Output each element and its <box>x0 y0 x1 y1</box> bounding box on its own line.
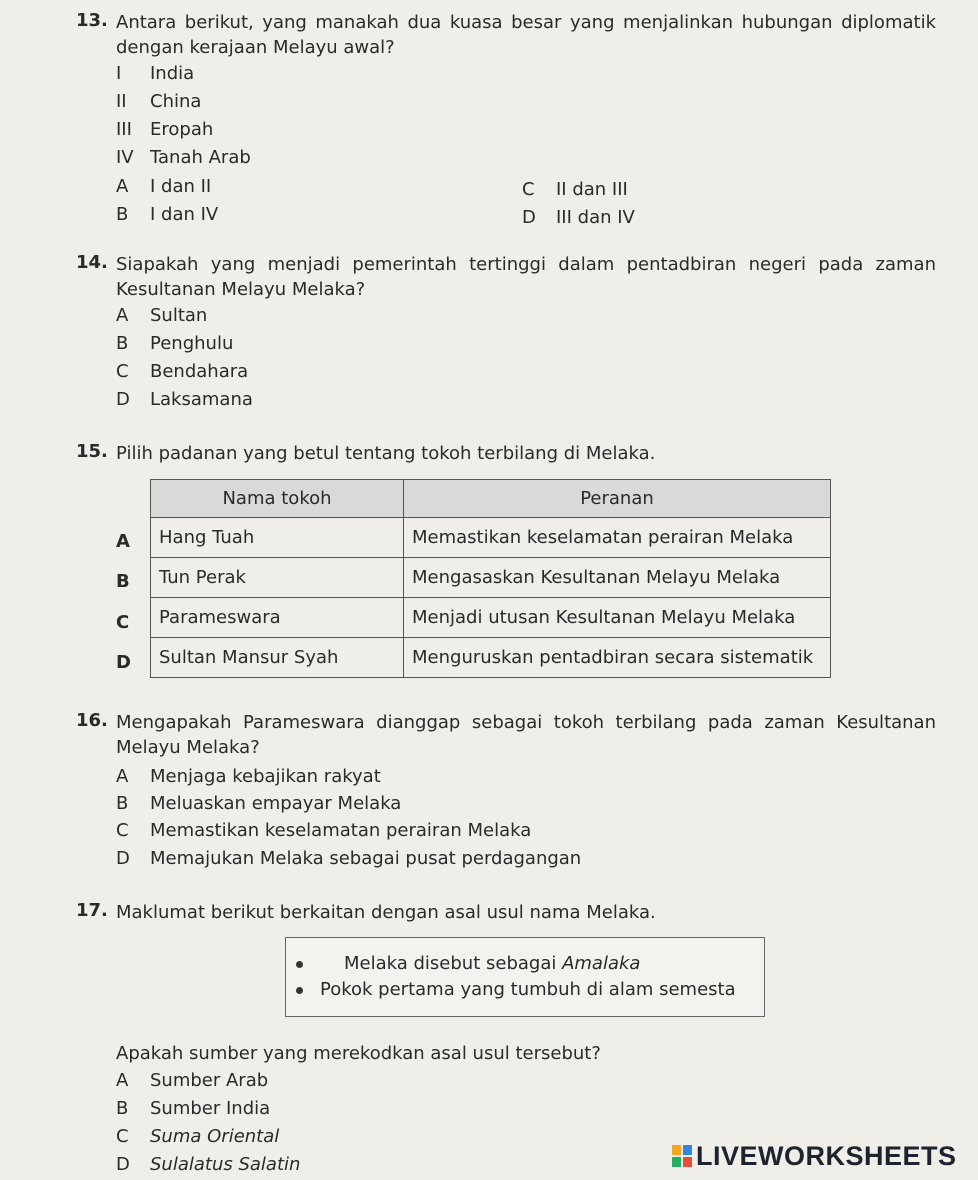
question-16 <box>76 710 936 760</box>
answer-option[interactable]: C II dan III <box>522 179 628 200</box>
question-number: 14. <box>76 252 108 273</box>
table-row[interactable] <box>151 518 831 558</box>
question-text: Pilih padanan yang betul tentang tokoh terbilang di Melaka. <box>116 443 656 464</box>
tokoh-role-cell: Menjadi utusan Kesultanan Melayu Melaka <box>404 598 831 638</box>
question-number: 16. <box>76 710 108 731</box>
question-text: Antara berikut, yang manakah dua kuasa besar yang menjalinkan hubungan diplomatik dengan kerajaan Melayu awal? <box>116 12 936 58</box>
answer-option[interactable]: C Memastikan keselamatan perairan Melaka <box>116 820 532 841</box>
answer-option[interactable]: A I dan II <box>116 176 212 197</box>
question-number: 13. <box>76 10 108 31</box>
answer-option[interactable]: A Menjaga kebajikan rakyat <box>116 766 381 787</box>
row-option-label[interactable]: C <box>116 612 130 633</box>
grid-logo-icon <box>672 1145 692 1167</box>
tokoh-role-cell: Mengasaskan Kesultanan Melayu Melaka <box>404 558 831 598</box>
roman-item: IV Tanah Arab <box>116 147 251 168</box>
liveworksheets-logo <box>672 1136 957 1176</box>
question-text: Mengapakah Parameswara dianggap sebagai tokoh terbilang pada zaman Kesultanan Melayu Melaka? <box>116 712 936 758</box>
question-13 <box>76 10 936 60</box>
amalaka-term: Amalaka <box>562 953 641 974</box>
table-row[interactable] <box>151 598 831 638</box>
question-14 <box>76 252 936 302</box>
question-15 <box>76 441 936 466</box>
column-header: Peranan <box>404 480 831 518</box>
info-box <box>285 937 765 1017</box>
row-option-label[interactable]: A <box>116 531 130 552</box>
answer-option[interactable]: B Penghulu <box>116 333 234 354</box>
question-text: Maklumat berikut berkaitan dengan asal usul nama Melaka. <box>116 902 656 923</box>
answer-option[interactable]: C Suma Oriental <box>116 1126 280 1147</box>
tokoh-name-cell: Parameswara <box>151 598 404 638</box>
answer-option[interactable]: B Sumber India <box>116 1098 271 1119</box>
table-row[interactable] <box>151 638 831 678</box>
answer-option[interactable]: C Bendahara <box>116 361 249 382</box>
info-bullet: Pokok pertama yang tumbuh di alam semesta <box>296 977 756 1003</box>
answer-option[interactable]: A Sumber Arab <box>116 1070 269 1091</box>
question-17 <box>76 900 936 925</box>
tokoh-table <box>150 479 831 678</box>
row-option-label[interactable]: B <box>116 571 130 592</box>
answer-option[interactable]: D Memajukan Melaka sebagai pusat perdagangan <box>116 848 582 869</box>
question-17-prompt <box>76 1041 936 1066</box>
brand-text: LIVEWORKSHEETS <box>696 1141 957 1171</box>
roman-item: I India <box>116 63 195 84</box>
answer-option[interactable]: B Meluaskan empayar Melaka <box>116 793 402 814</box>
question-number: 15. <box>76 441 108 462</box>
question-text: Siapakah yang menjadi pemerintah tertinggi dalam pentadbiran negeri pada zaman Kesultanan Melayu Melaka? <box>116 254 936 300</box>
answer-option[interactable]: D Laksamana <box>116 389 253 410</box>
question-text: Apakah sumber yang merekodkan asal usul tersebut? <box>116 1043 601 1064</box>
tokoh-role-cell: Menguruskan pentadbiran secara sistematik <box>404 638 831 678</box>
tokoh-name-cell: Hang Tuah <box>151 518 404 558</box>
tokoh-role-cell: Memastikan keselamatan perairan Melaka <box>404 518 831 558</box>
table-row[interactable] <box>151 558 831 598</box>
tokoh-name-cell: Sultan Mansur Syah <box>151 638 404 678</box>
row-option-label[interactable]: D <box>116 652 131 673</box>
column-header: Nama tokoh <box>151 480 404 518</box>
table-header-row <box>151 480 831 518</box>
answer-option[interactable]: D Sulalatus Salatin <box>116 1154 301 1175</box>
answer-option[interactable]: B I dan IV <box>116 204 219 225</box>
info-bullet: Melaka disebut sebagai Amalaka <box>296 951 756 977</box>
roman-item: III Eropah <box>116 119 214 140</box>
roman-item: II China <box>116 91 202 112</box>
question-number: 17. <box>76 900 108 921</box>
tokoh-name-cell: Tun Perak <box>151 558 404 598</box>
answer-option[interactable]: D III dan IV <box>522 207 635 228</box>
answer-option[interactable]: A Sultan <box>116 305 208 326</box>
